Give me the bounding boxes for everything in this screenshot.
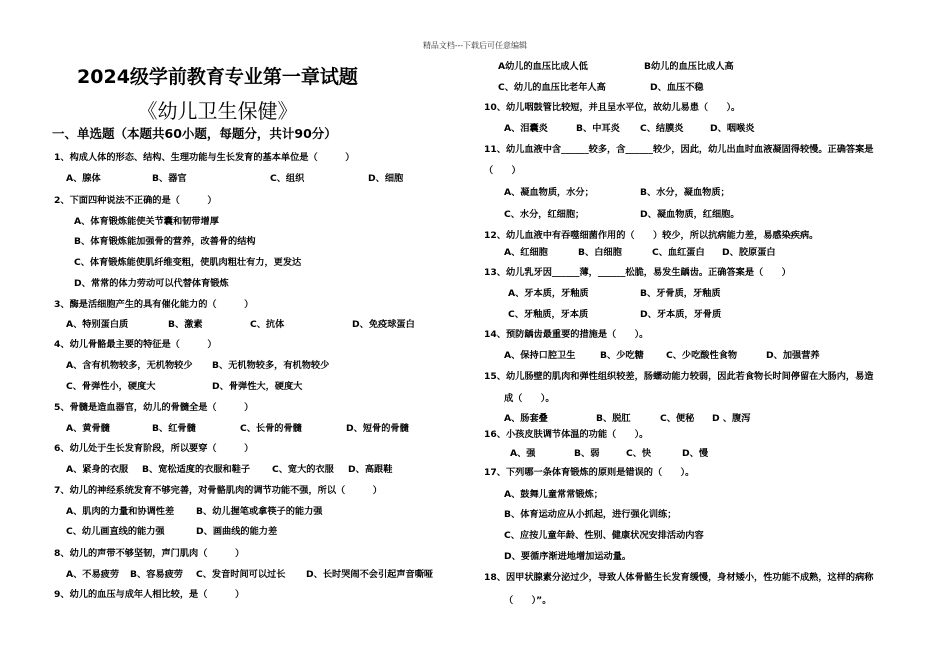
question-line: 7、幼儿的神经系统发育不够完善，对骨骼肌肉的调节功能不强，所以（ ） [54, 485, 382, 496]
option: A、保持口腔卫生 [504, 350, 576, 361]
option: C、抗体 [250, 319, 285, 330]
option: A、特别蛋白质 [66, 319, 129, 330]
option: C、快 [626, 448, 652, 459]
option: D、胶原蛋白 [722, 247, 776, 258]
option: D、凝血物质，红细胞。 [640, 209, 740, 220]
option: D 、腹泻 [712, 413, 751, 424]
option: B、无机物较多，有机物较少 [212, 360, 330, 371]
option: A、凝血物质，水分； [504, 187, 594, 198]
option: D、骨弹性大，硬度大 [212, 381, 303, 392]
option: D、牙本质，牙骨质 [640, 309, 722, 320]
question-line: 9、幼儿的血压与成年人相比较，是（ ） [54, 589, 245, 600]
option-line: D、要循序渐进地增加运动量。 [504, 551, 632, 562]
option: C、组织 [270, 173, 305, 184]
page-title: 2024级学前教育专业第一章试题 [77, 66, 358, 88]
question-line: （ ） [484, 165, 521, 176]
option: B、中耳炎 [576, 123, 620, 134]
option: D、免疫球蛋白 [352, 319, 415, 330]
question-line: 成（ ）。 [504, 393, 555, 404]
question-line: 12、幼儿血液中有吞噬细菌作用的（ ）较少，所以抗病能力差，易感染疾病。 [484, 230, 819, 241]
section-heading: 一、单选题（本题共60小题，每题分，共计90分） [52, 126, 337, 141]
option: A、泪囊炎 [504, 123, 548, 134]
option: B、脱肛 [596, 413, 631, 424]
option: C、牙釉质，牙本质 [508, 309, 589, 320]
option: C、幼儿的血压比老年人高 [498, 82, 606, 93]
option: A幼儿的血压比成人低 [498, 61, 588, 72]
option-line: B、体育运动应从小抓起，进行强化训练； [504, 509, 677, 520]
option: D、加强营养 [766, 350, 820, 361]
option: B、白细胞 [578, 247, 622, 258]
option: C、结膜炎 [640, 123, 684, 134]
option-line: C、应按儿童年龄、性别、健康状况安排活动内容 [504, 530, 704, 541]
question-line: 10、幼儿咽鼓管比较短，并且呈水平位，故幼儿易患（ ）。 [484, 102, 741, 113]
question-line: 13、幼儿乳牙因______薄，______松脆，易发生龋齿。正确答案是（ ） [484, 267, 791, 278]
option: C、长骨的骨髓 [240, 423, 302, 434]
option: D、长时哭闹不会引起声音嘶哑 [306, 569, 434, 580]
option: D、咽喉炎 [710, 123, 755, 134]
question-line: 4、幼儿骨骼最主要的特征是（ ） [54, 339, 217, 350]
option: D、短骨的骨髓 [346, 423, 409, 434]
question-line: （ ）”。 [504, 595, 552, 606]
option: A、腺体 [66, 173, 101, 184]
option: A、红细胞 [504, 247, 548, 258]
option: A、黄骨髓 [66, 423, 110, 434]
option: B、幼儿握笔或拿筷子的能力强 [196, 506, 323, 517]
option: C、便秘 [660, 413, 695, 424]
question-line: 11、幼儿血液中含______较多，含______较少，因此，幼儿出血时血液凝固得较慢。正确答案是 [484, 144, 874, 155]
option: B、红骨髓 [152, 423, 196, 434]
option: C、宽大的衣服 [272, 464, 334, 475]
option: A、肠套叠 [504, 413, 548, 424]
option: B幼儿的血压比成人高 [644, 61, 734, 72]
question-line: 18、因甲状腺素分泌过少，导致人体骨骼生长发育缓慢，身材矮小，性功能不成熟，这样的病称 [484, 572, 874, 583]
option-line: A、鼓舞儿童常常锻炼； [504, 489, 603, 500]
option: B、器官 [152, 173, 187, 184]
option-line: D、常常的体力劳动可以代替体育锻炼 [74, 278, 229, 289]
question-line: 15、幼儿肠壁的肌肉和弹性组织较差，肠蠕动能力较弱，因此若食物长时间停留在大肠内，易造 [484, 371, 874, 382]
option: C、发音时间可以过长 [196, 569, 286, 580]
option: B、水分，凝血物质； [640, 187, 730, 198]
option: B、激素 [168, 319, 203, 330]
option-line: B、体育锻炼能加强骨的营养，改善骨的结构 [74, 236, 256, 247]
question-line: 17、下列哪一条体育锻炼的原则是错误的（ ）。 [484, 467, 695, 478]
question-line: 5、骨髓是造血器官，幼儿的骨髓全是（ ） [54, 402, 254, 413]
option: B、少吃糖 [600, 350, 644, 361]
option: C、骨弹性小，硬度大 [66, 381, 156, 392]
question-line: 8、幼儿的声带不够坚韧，声门肌肉（ ） [54, 548, 245, 559]
question-line: 16、小孩皮肤调节体温的功能（ ）。 [484, 429, 649, 440]
question-line: 3、酶是活细胞产生的具有催化能力的（ ） [54, 299, 254, 310]
page-subtitle: 《幼儿卫生保健》 [137, 99, 298, 123]
question-line: 14、预防龋齿最重要的措施是（ ）。 [484, 329, 649, 340]
option: D、慢 [682, 448, 709, 459]
option-line: C、体育锻炼能使肌纤维变粗，使肌肉粗壮有力，更发达 [74, 257, 302, 268]
option: A、不易疲劳 [66, 569, 120, 580]
option: D、细胞 [368, 173, 404, 184]
option: C、少吃酸性食物 [666, 350, 738, 361]
option: A、含有机物较多，无机物较少 [66, 360, 193, 371]
option: B、宽松适度的衣服和鞋子 [142, 464, 251, 475]
option: C、血红蛋白 [652, 247, 705, 258]
option: D、画曲线的能力差 [196, 526, 278, 537]
option: A、紧身的衣服 [66, 464, 129, 475]
option-line: A、体育锻炼能使关节囊和韧带增厚 [74, 216, 219, 227]
option: C、幼儿画直线的能力强 [66, 526, 165, 537]
option: B、牙骨质，牙釉质 [640, 288, 721, 299]
header-note: 精品文档---下载后可任意编辑 [422, 41, 528, 50]
question-line: 1、构成人体的形态、结构、生理功能与生长发育的基本单位是（ ） [54, 152, 355, 163]
option: D、血压不稳 [650, 82, 704, 93]
option: B、容易疲劳 [130, 569, 183, 580]
option: A、肌肉的力量和协调性差 [66, 506, 175, 517]
question-line: 2、下面四种说法不正确的是（ ） [54, 195, 217, 206]
option: B、弱 [574, 448, 600, 459]
option: C、水分，红细胞； [504, 209, 585, 220]
option: D、高跟鞋 [348, 464, 393, 475]
question-line: 6、幼儿处于生长发育阶段，所以要穿（ ） [54, 443, 254, 454]
option: A、牙本质，牙釉质 [508, 288, 589, 299]
option: A、强 [510, 448, 536, 459]
